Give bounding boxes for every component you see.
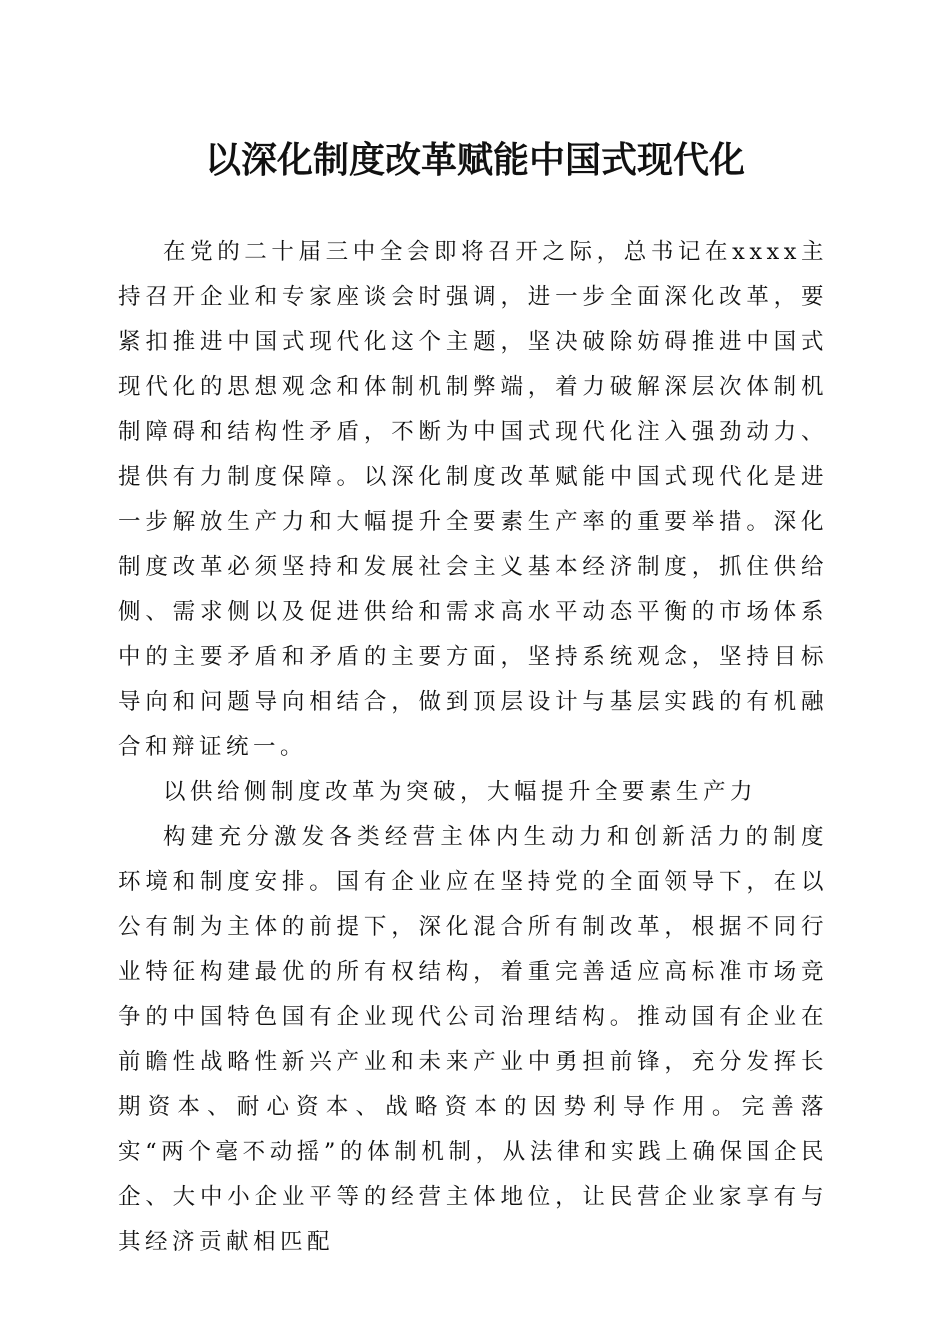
document-body bbox=[118, 230, 828, 1265]
paragraph-intro: 在党的二十届三中全会即将召开之际，总书记在xxxx主持召开企业和专家座谈会时强调，进一步全面深化改革，要紧扣推进中国式现代化这个主题，坚决破除妨碍推进中国式现代化的思想观念和体制机制弊端，着力破解深层次体制机制障碍和结构性矛盾，不断为中国式现代化注入强劲动力、提供有力制度保障。以深化制度改革赋能中国式现代化是进一步解放生产力和大幅提升全要素生产率的重要举措。深化制度改革必须坚持和发展社会主义基本经济制度，抓住供给侧、需求侧以及促进供给和需求高水平动态平衡的市场体系中的主要矛盾和矛盾的主要方面，坚持系统观念，坚持目标导向和问题导向相结合，做到顶层设计与基层实践的有机融合和辩证统一。 bbox=[118, 239, 828, 760]
paragraph-supply-side: 构建充分激发各类经营主体内生动力和创新活力的制度环境和制度安排。国有企业应在坚持党的全面领导下，在以公有制为主体的前提下，深化混合所有制改革，根据不同行业特征构建最优的所有权结构，着重完善适应高标准市场竞争的中国特色国有企业现代公司治理结构。推动国有企业在前瞻性战略性新兴产业和未来产业中勇担前锋，充分发挥长期资本、耐心资本、战略资本的因势利导作用。完善落实“两个毫不动摇”的体制机制，从法律和实践上确保国企民企、大中小企业平等的经营主体地位，让民营企业家享有与其经济贡献相匹配 bbox=[118, 824, 828, 1255]
section-heading: 以供给侧制度改革为突破，大幅提升全要素生产力 bbox=[163, 779, 758, 805]
document-title: 以深化制度改革赋能中国式现代化 bbox=[204, 139, 745, 181]
